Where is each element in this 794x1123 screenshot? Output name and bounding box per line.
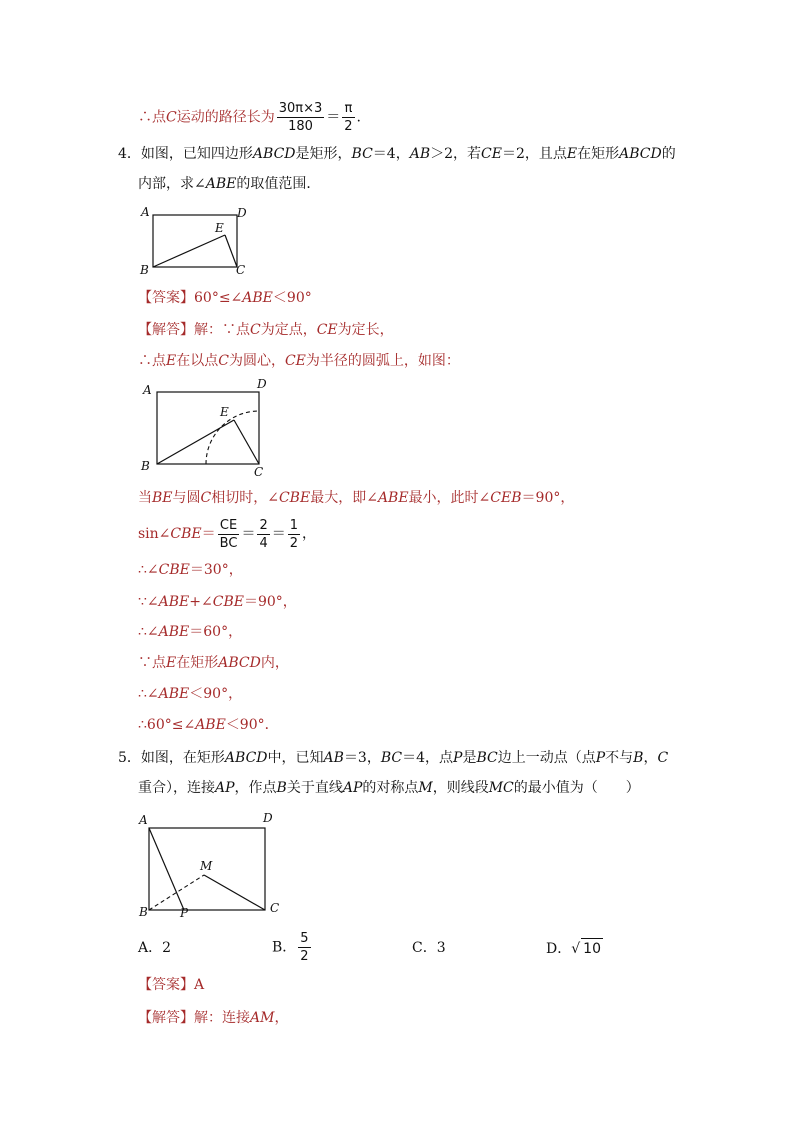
q4-solution-figure [136, 374, 276, 478]
q5-options [0, 930, 794, 966]
label-c: C [254, 465, 264, 478]
fraction: $\frac{\pi}{2}$ [344, 101, 353, 134]
label-a: A [143, 383, 152, 397]
q5-figure [134, 808, 294, 922]
q5-solution: 【解答】解：连接AM， [138, 1010, 289, 1026]
label-c: C [236, 263, 246, 277]
label-b: B [140, 263, 149, 277]
label-p: P [180, 906, 189, 920]
q4-solution-line5: ∴∠CBE＝30°， [138, 562, 243, 578]
q4-solution-line3: 当BE与圆C相切时，∠CBE最大，即∠ABE最小，此时∠CEB＝90°， [138, 490, 575, 506]
q4-stem-line2: 内部，求∠ABE的取值范围． [138, 176, 321, 192]
q4-answer: 【答案】60°≤∠ABE＜90° [138, 290, 312, 306]
label-a: A [139, 813, 148, 827]
option-b[interactable]: B． $\frac{5}{2}$ [272, 931, 309, 964]
label-e: E [220, 405, 229, 419]
q4-solution-sin: sin∠CBE＝ $\frac{CE}{BC}$ ＝ $\frac{2}{4}$ ＝ $\frac{1}{2}$ ， [138, 517, 316, 551]
rectangle-abcd [153, 215, 237, 267]
segment-mc [204, 875, 265, 910]
q4-solution-line7: ∴∠ABE＝60°， [138, 624, 243, 640]
q5-stem-line2: 重合），连接AP，作点B关于直线AP的对称点M，则线段MC的最小值为（ ） [138, 780, 640, 796]
q4-solution-line10: ∴60°≤∠ABE＜90°． [138, 717, 279, 733]
q4-solution-line1: 【解答】解：∵点C为定点，CE为定长， [138, 322, 394, 338]
option-d[interactable]: D．√ 10 [546, 938, 603, 959]
q4-solution-line9: ∴∠ABE＜90°， [138, 686, 243, 702]
option-a[interactable]: A．2 [138, 940, 172, 956]
q4-figure-rectangle [136, 202, 256, 282]
q4-solution-line6: ∵∠ABE+∠CBE＝90°， [138, 594, 297, 610]
segment-ec [234, 420, 259, 464]
prev-conclusion: ∴点C运动的路径长为 $\frac{30\pi\times 3}{180}$ ＝ $\frac{\pi}{2}$ . [138, 101, 361, 134]
q5-answer: 【答案】A [138, 977, 205, 993]
segment-ap [149, 828, 184, 910]
label-m: M [200, 859, 213, 873]
rectangle-abcd [157, 392, 259, 464]
q4-solution-line2: ∴点E在以点C为圆心，CE为半径的圆弧上，如图： [138, 353, 460, 369]
arc-circle-c [206, 411, 259, 464]
q4-solution-line8: ∵点E在矩形ABCD内， [138, 655, 289, 671]
label-b: B [139, 905, 148, 919]
q5-stem-line1: 5．如图，在矩形ABCD中，已知AB＝3，BC＝4，点P是BC边上一动点（点P不与B，C [118, 750, 669, 766]
label-a: A [141, 205, 150, 219]
label-d: D [237, 206, 247, 220]
segment-be [157, 420, 234, 464]
radical-icon: √ [571, 941, 581, 957]
option-c[interactable]: C．3 [412, 940, 446, 956]
label-b: B [141, 459, 150, 473]
label-d: D [257, 377, 267, 391]
label-c: C [270, 901, 280, 915]
q4-stem-line1: 4．如图，已知四边形ABCD是矩形，BC＝4，AB＞2，若CE＝2，且点E在矩形ABCD的 [118, 146, 676, 162]
segment-be [153, 235, 225, 267]
fraction: $\frac{30\pi\times 3}{180}$ [278, 101, 323, 134]
label-d: D [263, 811, 273, 825]
label-e: E [215, 221, 224, 235]
